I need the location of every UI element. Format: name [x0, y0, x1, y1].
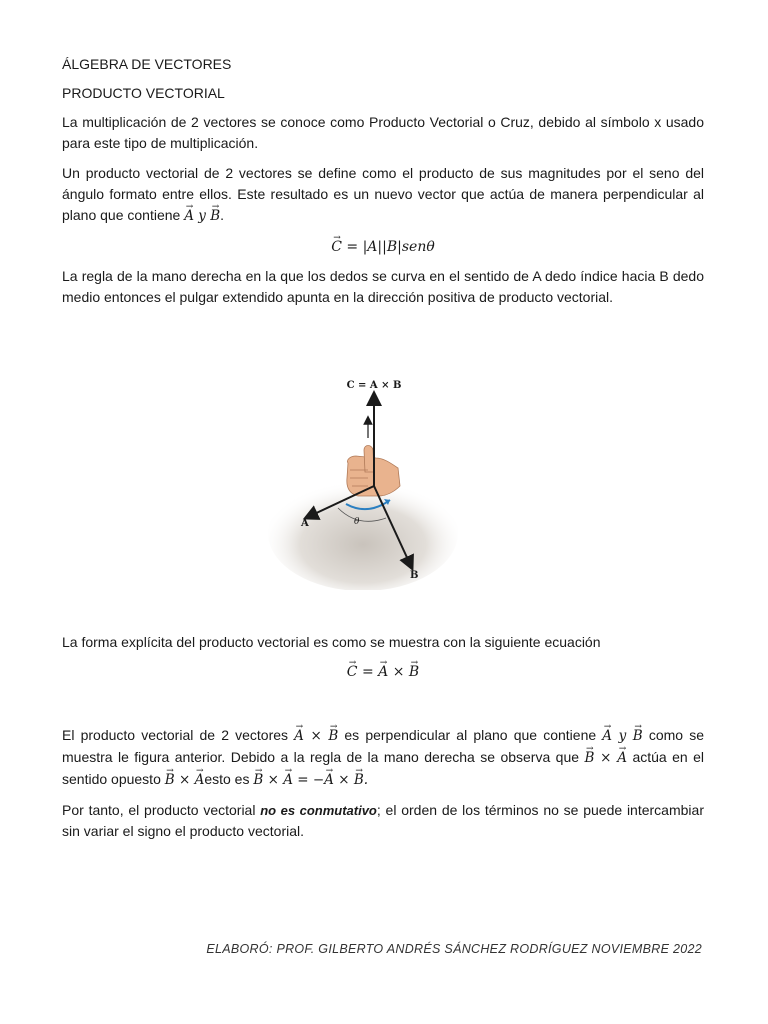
figure-label-top: C = A × B — [346, 380, 402, 391]
times-sign: × — [333, 772, 354, 788]
vector-c: → C — [331, 236, 342, 258]
vector-c: → C — [347, 661, 358, 683]
vector-b: → B — [409, 661, 419, 683]
text: Por tanto, el producto vectorial — [62, 802, 261, 818]
footer-author: ELABORÓ: PROF. GILBERTO ANDRÉS SÁNCHEZ RODRÍGUEZ NOVIEMBRE 2022 — [206, 942, 702, 956]
vector-b: → B — [210, 206, 220, 227]
vector-b: → B — [354, 770, 364, 791]
vector-a: → A — [602, 726, 612, 747]
figure-label-a: A — [301, 518, 309, 529]
paragraph-right-hand-rule: La regla de la mano derecha en la que los dedos se curva en el sentido de A dedo índice hacia B dedo medio entonces el pulgar extendido apunta en la dirección positiva de producto vectorial. — [62, 268, 704, 305]
vector-a: → A — [324, 770, 334, 791]
figure-label-theta: θ — [354, 517, 360, 527]
paragraph-explicit-form: La forma explícita del producto vectorial es como se muestra con la siguiente ecuación — [62, 634, 601, 650]
period: . — [363, 772, 369, 788]
vector-b: → B — [328, 726, 338, 747]
document-body-lower — [62, 632, 704, 851]
times-sign: × — [263, 772, 284, 788]
text: ; el orden de los términos no se puede intercambiar sin variar el signo el producto vectorial. — [62, 802, 704, 839]
text: actúa en el sentido opuesto — [62, 749, 704, 787]
paragraph-not-commutative — [62, 800, 704, 842]
text: es perpendicular al plano que contiene — [338, 727, 603, 743]
vector-a: → A — [195, 770, 205, 791]
paragraph-definition: La multiplicación de 2 vectores se conoce como Producto Vectorial o Cruz, debido al símbolo x usado para este tipo de multiplicación. — [62, 114, 704, 151]
equals-sign: = — [357, 664, 379, 680]
period: . — [220, 207, 224, 223]
equation-magnitude-rest: = |A||B|senθ — [341, 239, 435, 255]
times-sign: × — [388, 664, 409, 680]
vector-a: → A — [283, 770, 293, 791]
section-title: PRODUCTO VECTORIAL — [62, 85, 225, 101]
vector-b: → B — [633, 726, 643, 747]
vector-a: → A — [617, 748, 627, 769]
emphasis-not-commutative: no es conmutativo — [260, 803, 377, 818]
paragraph-perpendicular — [62, 725, 704, 791]
right-hand-rule-figure — [268, 368, 458, 590]
figure-label-b: B — [410, 570, 419, 581]
times-sign: × — [594, 750, 618, 766]
text: esto es — [204, 771, 254, 787]
times-sign: × — [174, 772, 195, 788]
paragraph-magnitude-text: Un producto vectorial de 2 vectores se define como el producto de sus magnitudes por el seno del ángulo formato entre ellos. Este resultado es un nuevo vector que actúa de manera perpendicular al plano que contiene — [62, 165, 704, 223]
equals-negative: = − — [292, 772, 325, 788]
paragraph-magnitude — [62, 163, 704, 227]
conjunction: y — [612, 728, 633, 744]
vector-a: → A — [294, 726, 304, 747]
document-body — [62, 54, 704, 317]
text: El producto vectorial de 2 vectores — [62, 727, 295, 743]
vector-b: → B — [253, 770, 263, 791]
equation-magnitude — [62, 236, 704, 258]
equation-cross-product — [62, 661, 704, 683]
vector-b: → B — [165, 770, 175, 791]
text: como se muestra le figura anterior. Debido a la regla de la mano derecha se observa que — [62, 727, 704, 765]
times-sign: × — [303, 728, 329, 744]
document-title: ÁLGEBRA DE VECTORES — [62, 56, 232, 72]
conjunction: y — [193, 208, 211, 224]
vector-a: → A — [184, 206, 194, 227]
vector-b: → B — [584, 748, 594, 769]
vector-a: → A — [378, 661, 388, 683]
